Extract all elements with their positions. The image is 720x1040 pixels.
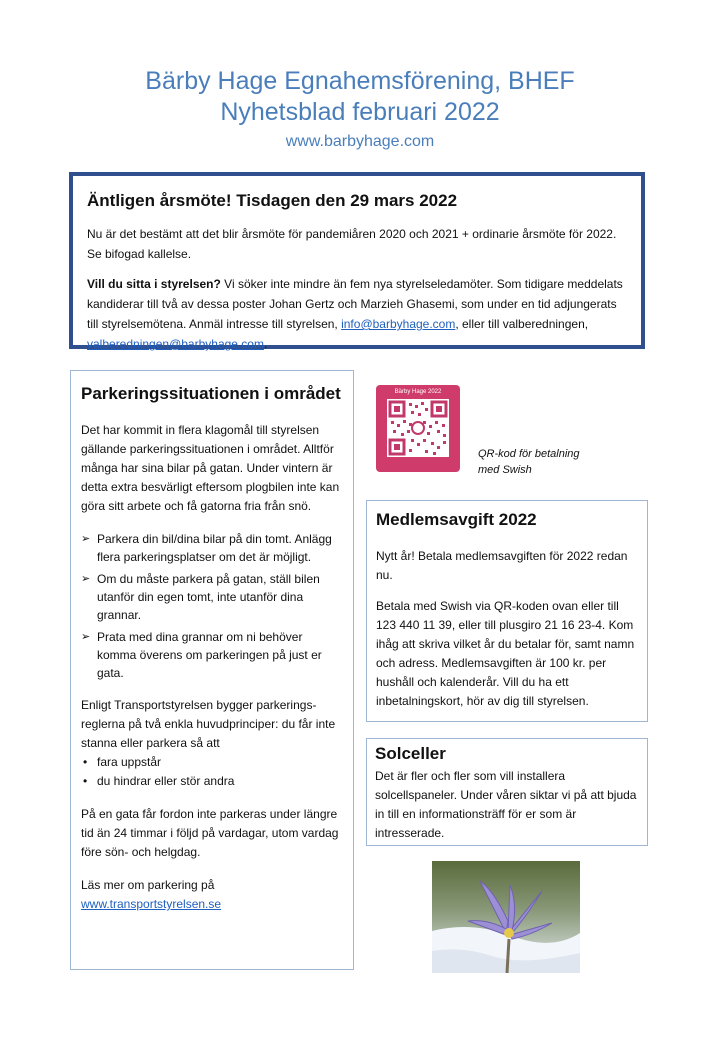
annual-meeting-box xyxy=(69,172,645,349)
qr-label: Bärby Hage 2022 xyxy=(394,389,442,395)
newsletter-subtitle: Nyhetsblad februari 2022 xyxy=(220,98,500,126)
arrow-bullet-icon: ➢ xyxy=(81,631,91,643)
list-item xyxy=(81,530,343,566)
arrow-bullet-icon: ➢ xyxy=(81,573,91,585)
rule-text: du hindrar eller stör andra xyxy=(97,774,235,788)
board-call-end: . xyxy=(263,337,268,351)
qr-pattern-icon xyxy=(387,399,449,457)
read-more xyxy=(81,876,343,914)
qr-caption xyxy=(478,446,580,478)
read-more-text: Läs mer om parkering på xyxy=(81,878,215,892)
qr-caption-line2: med Swish xyxy=(478,464,532,476)
board-call-text xyxy=(87,274,627,354)
board-call-bold: Vill du sitta i styrelsen? xyxy=(87,277,221,291)
parking-advice-list xyxy=(81,530,343,682)
website-url: www.barbyhage.com xyxy=(285,133,435,150)
flower-photo xyxy=(432,861,580,973)
annual-meeting-heading: Äntligen årsmöte! Tisdagen den 29 mars 2022 xyxy=(87,191,458,210)
membership-fee-box xyxy=(366,500,648,722)
info-email-link[interactable]: info@barbyhage.com xyxy=(341,317,456,331)
swish-qr-code xyxy=(376,385,460,472)
rules-list xyxy=(81,753,343,791)
list-item xyxy=(81,753,343,772)
list-item xyxy=(81,628,343,682)
board-call-body: Vi söker inte mindre än fem nya styrelseledamöter. Som tidigare meddelats kandiderar till två av dessa poster Johan Gertz och Marzieh Ghasemi, som under en tid adjungerats till styrelsemötena. Anmäl intresse till styrelsen, xyxy=(87,277,623,331)
solar-box xyxy=(366,738,648,846)
fee-intro: Nytt år! Betala medlemsavgiften för 2022 redan nu. xyxy=(376,549,628,582)
nomination-email-link[interactable]: valberedningen@barbyhage.com xyxy=(87,337,264,351)
transportstyrelsen-link[interactable]: www.transportstyrelsen.se xyxy=(81,897,222,911)
board-call-mid: , eller till valberedningen, xyxy=(455,317,589,331)
advice-text: Prata med dina grannar om ni behöver komma överens om parkeringen på just er gata. xyxy=(97,630,322,680)
rules-intro: Enligt Transportstyrelsen bygger parkerings-reglerna på två enkla huvudprinciper: du får inte stanna eller parkera så att xyxy=(81,698,336,750)
bullet-icon: • xyxy=(83,755,88,769)
rule-text: fara uppstår xyxy=(97,755,162,769)
parking-heading: Parkeringssituationen i området xyxy=(81,384,341,403)
solar-text: Det är fler och fler som vill installera solcellspaneler. Under våren siktar vi på att bjuda in till en informationsträff för er som är intresserade. xyxy=(375,769,637,840)
arrow-bullet-icon: ➢ xyxy=(81,533,91,545)
parking-box xyxy=(70,370,354,970)
qr-caption-line1: QR-kod för betalning xyxy=(478,448,580,460)
bullet-icon: • xyxy=(83,774,88,788)
parking-limit: På en gata får fordon inte parkeras under längre tid än 24 timmar i följd på vardagar, utom vardag före sön- och helgdag. xyxy=(81,807,339,859)
newsletter-title: Bärby Hage Egnahemsförening, BHEF xyxy=(145,67,575,95)
parking-intro: Det har kommit in flera klagomål till styrelsen gällande parkeringssituationen i området. Alltför många har sina bilar på gatan. Under vintern är detta extra besvärligt eftersom plogbilen inte kan göra sitt arbete och få gatorna fria från snö. xyxy=(81,423,340,513)
list-item xyxy=(81,570,343,624)
advice-text: Parkera din bil/dina bilar på din tomt. Anlägg flera parkeringsplatser om det är möjligt. xyxy=(97,532,332,564)
list-item xyxy=(81,772,343,791)
solar-heading: Solceller xyxy=(375,744,446,763)
fee-heading: Medlemsavgift 2022 xyxy=(376,510,537,529)
annual-meeting-text: Nu är det bestämt att det blir årsmöte för pandemiåren 2020 och 2021 + ordinarie årsmöte för 2022. Se bifogad kallelse. xyxy=(87,227,617,261)
fee-payment-info: Betala med Swish via QR-koden ovan eller till 123 440 11 39, eller till plusgiro 21 16 23-4. Kom ihåg att skriva vilket år du betalar för, samt namn och adress. Medlemsavgiften är 100 kr. per hushåll och kalenderår. Vill du ha ett inbetalningskort, hör av dig till styrelsen. xyxy=(376,599,635,708)
advice-text: Om du måste parkera på gatan, ställ bilen utanför din egen tomt, inte utanför dina grannar. xyxy=(97,572,320,622)
